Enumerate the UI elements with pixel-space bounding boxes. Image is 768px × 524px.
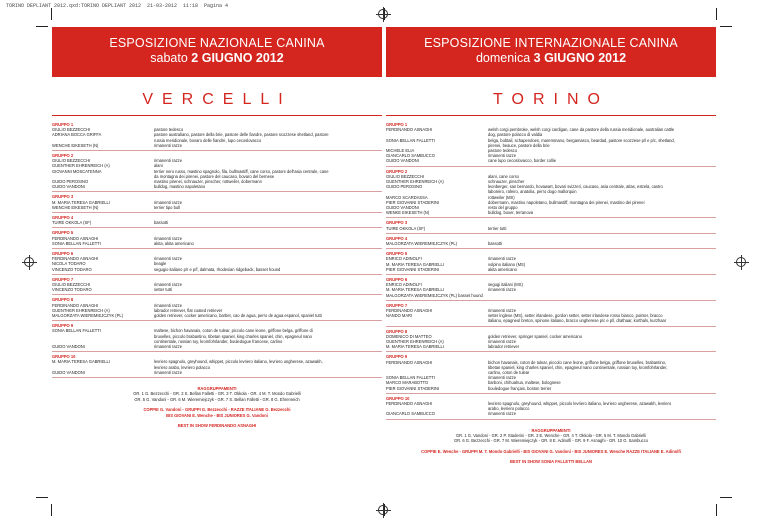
group-title: GRUPPO 5 — [52, 230, 74, 236]
breed-list: continentale, russian toy, kromfohrlander, bouledogue francese, carlino — [154, 338, 283, 344]
crop-mark — [716, 504, 717, 516]
breed-column — [152, 297, 382, 318]
breed-list: russia meridionale, bovaro delle fiandre, lupo cecoslovacco — [154, 137, 262, 143]
judge-group — [52, 295, 382, 321]
breed-list: rimanenti razze — [488, 287, 516, 293]
left-city-rule — [52, 115, 382, 116]
group-title: GRUPPO 10 — [386, 395, 410, 401]
judge-name: GUENTHER EHRENREICH (A) — [52, 307, 110, 313]
judge-column — [52, 354, 152, 375]
breed-list: labrador retriever, flat coated retriever — [154, 307, 223, 313]
breed-column — [486, 169, 716, 216]
right-page-torino — [386, 27, 716, 497]
left-groups — [52, 120, 382, 378]
judge-name: SONIA BELLAN FALLETTI — [52, 240, 101, 246]
breed-list: setter inglese (MS), setter irlandese, gordon setter, setter irlandese rosso bianco, pointer, bracco — [488, 313, 663, 319]
right-banner — [386, 27, 716, 77]
judge-column — [386, 220, 486, 230]
breed-list: setter tutti — [154, 287, 172, 293]
group-title: GRUPPO 4 — [52, 215, 74, 221]
left-summary-line2: GR. 5 G. Vandoni - GR. 6 M. Wieremiejczyk - GR. 7 S. Bellan Falletti - GR. 8 G. Ehrenreich — [134, 396, 300, 402]
judge-column — [386, 122, 486, 164]
left-summary-title: RAGGRUPPAMENTI — [197, 386, 237, 392]
breed-list: rimanenti razze — [488, 308, 516, 314]
judge-name: MARCO SCARDASSA — [386, 194, 428, 200]
breed-list: segugio italiano p/r e p/f, dalmata, rhodesian ridgeback, basset hound — [154, 266, 281, 272]
breed-list: volpino italiano (MS) — [488, 261, 526, 267]
breed-list: terrier nero russo, mastino spagnolo, fila, bullmastiff, cane corso, pastore dell'asia centrale, cane — [154, 168, 329, 174]
breed-column — [152, 251, 382, 272]
judge-name: MICHELE ELIA — [386, 147, 415, 153]
breed-list: rimanenti razze — [154, 142, 182, 148]
judge-name: M. MARIA TERESA GABRIELLI — [386, 344, 444, 350]
left-banner-date — [52, 51, 382, 65]
judge-group — [52, 120, 382, 151]
judge-column — [52, 297, 152, 318]
breed-column — [152, 323, 382, 349]
breed-list: bulldog, mastino napoletano — [154, 184, 206, 190]
judge-name: GUENTHER EHRENREICH (A) — [386, 339, 444, 345]
crop-mark — [720, 26, 732, 27]
group-title: GRUPPO 6 — [386, 277, 408, 283]
breed-list: alani — [154, 163, 163, 169]
breed-column — [486, 329, 716, 350]
group-title: GRUPPO 1 — [386, 122, 408, 127]
judge-name: GIANCARLO SAMBUCCO — [386, 153, 435, 159]
breed-column — [486, 277, 716, 298]
breed-list: rimanenti razze — [154, 256, 182, 262]
judge-column — [386, 354, 486, 390]
judge-name: FERDINANDO ASNAGHI — [52, 256, 99, 262]
judge-name: PIER GIOVANNI STADERINI — [386, 266, 440, 272]
judge-name: GUENTHER EHRENREICH (A) — [386, 179, 444, 185]
judge-group — [52, 213, 382, 228]
registration-mark-icon — [378, 505, 388, 515]
breed-list: bassotti — [154, 220, 169, 226]
judge-name: M. MARIA TERESA GABRIELLI — [52, 359, 110, 365]
group-title: GRUPPO 7 — [386, 302, 408, 308]
right-banner-day: domenica — [475, 51, 531, 65]
judge-name: MALGORZATA WIEREMIEJCZYK (PL) basset hound — [386, 292, 483, 298]
group-title: GRUPPO 3 — [386, 220, 408, 226]
breed-list: terrier tutti — [488, 225, 507, 231]
judge-group — [386, 234, 716, 249]
judge-name: ADRIANA BOCCA GRIFFA — [52, 132, 102, 138]
judge-name: FERDINANDO ASNAGHI — [386, 127, 433, 133]
left-summary-line3: COPPIE G. Vandoni - GRUPPI G. Bezzecchi - RAZZE ITALIANE G. Bezzecchi — [143, 407, 291, 413]
judge-group — [52, 228, 382, 249]
breed-column — [486, 354, 716, 390]
group-title: GRUPPO 9 — [52, 323, 74, 329]
group-title: GRUPPO 4 — [386, 235, 408, 241]
judge-name: GIULIO BEZZECCHI — [52, 127, 91, 133]
breed-list: labrador retriever — [488, 344, 520, 350]
judge-name: GIANCARLO SAMBUCCO — [386, 411, 435, 417]
breed-column — [152, 277, 382, 293]
breed-list: welsh corgi pembroke, welsh corgi cardigan, cane da pastore della russia meridionale, australian cattle — [488, 127, 675, 133]
breed-list: leonberger, san bernardo, hovawart, bovari svizzeri, caucaso, asia centrale, atlas, estrela, castro — [488, 184, 663, 190]
judge-column — [52, 277, 152, 293]
group-title: GRUPPO 5 — [386, 251, 408, 257]
judge-column — [386, 251, 486, 272]
judge-column — [52, 122, 152, 148]
judge-name: NANDO MARI — [386, 313, 413, 319]
judge-group — [52, 151, 382, 192]
right-city-title: TORINO — [493, 91, 609, 108]
judge-name — [386, 318, 486, 323]
breed-list: akita americano — [488, 266, 517, 272]
judge-column — [52, 194, 152, 210]
judge-column — [386, 169, 486, 216]
judge-name: MALGORZATA WIEREMIEJCZYK (PL) — [52, 313, 124, 319]
left-page-vercelli — [52, 27, 382, 497]
crop-mark — [716, 8, 717, 20]
breed-column — [152, 194, 382, 210]
judge-name: NICOLA TODARO — [52, 261, 86, 267]
breed-list: cane lupo cecoslovacco, border collie — [488, 158, 557, 164]
breed-list: bulldog, boxer, terranova — [488, 210, 534, 216]
registration-mark-icon — [378, 9, 388, 19]
judge-name: SONIA BELLAN FALLETTI — [386, 375, 435, 381]
breed-column — [486, 236, 716, 246]
group-title: GRUPPO 9 — [386, 354, 408, 360]
judge-group — [386, 394, 716, 420]
judge-name: VINCENZO TODARO — [52, 266, 92, 272]
left-summary-line1: GR. 1 G. Bezzecchi - GR. 2 S. Bellan Falletti - GR. 3 T. Okkola - GR. 4 M. T. Mondo Gabrielli — [133, 391, 301, 397]
judge-group — [52, 249, 382, 275]
right-banner-title: ESPOSIZIONE INTERNAZIONALE CANINA — [424, 36, 678, 50]
breed-list: beagle — [154, 261, 167, 267]
breed-list: barboni, chihuahua, maltese, bolognese — [488, 380, 561, 386]
judge-name: DOMENICO DI MATTEO — [386, 333, 432, 339]
judge-name: WENKE EIKESETH (N) — [386, 210, 430, 216]
judge-name: TUIRE OKKOLA (SF) — [52, 220, 92, 226]
judge-name: GIOVANNI MOSCATENNA — [52, 168, 102, 174]
right-city-rule — [386, 115, 716, 116]
breed-list: rimanenti razze — [488, 256, 516, 262]
judge-name: FERDINANDO ASNAGHI — [386, 308, 433, 314]
breed-list: rimanenti razze — [488, 153, 516, 159]
judge-name: ENRICO ADINOLFI — [386, 256, 422, 262]
judge-name: FERDINANDO ASNAGHI — [386, 401, 433, 407]
judge-name: GUIDO VANDONI — [52, 344, 85, 350]
group-title: GRUPPO 7 — [52, 276, 74, 282]
right-summary-title: RAGGRUPPAMENTI — [531, 427, 571, 433]
breed-list: carlino, coton de tulear — [488, 370, 530, 376]
left-summary-line4: BIS GIOVANI E. Wenche - BIS JUNIORES G. Vandoni — [166, 412, 268, 418]
breed-list: resto del gruppo — [488, 205, 518, 211]
group-title: GRUPPO 8 — [386, 328, 408, 334]
crop-mark — [36, 26, 48, 27]
right-banner-date — [386, 51, 716, 65]
judge-name: SONIA BELLAN FALLETTI — [52, 328, 101, 334]
judge-name: WENCHE EIKESETH (N) — [52, 204, 99, 210]
judge-column — [52, 251, 152, 272]
breed-list: pastore tedesco — [488, 148, 518, 153]
breed-list: rimanenti razze — [488, 375, 516, 381]
judge-name: GIULIO BEZZECCHI — [386, 173, 425, 179]
breed-column — [486, 122, 716, 164]
judge-name: M. MARIA TERESA GABRIELLI — [386, 287, 444, 293]
breed-list: bouledogue français, boston terrier — [488, 385, 552, 391]
breed-column — [486, 396, 716, 417]
judge-name: GIULIO BEZZECCHI — [52, 282, 91, 288]
judge-column — [386, 277, 486, 298]
judge-name: MARCO MARABOTTO — [386, 380, 429, 386]
breed-list: laboreiro, rafeiro, anatolia, perro dogo mallorquin — [488, 189, 577, 195]
breed-list: bruxelles, piccolo brabantino, tibetan spaniel, king charles spaniel, chin, epagneul nano — [154, 333, 312, 339]
breed-list: alani, cane corso — [488, 173, 519, 179]
judge-group — [386, 327, 716, 353]
registration-mark-icon — [24, 257, 34, 267]
right-summary-line3: COPPIE E. Wenche - GRUPPI M. T. Mondo Gabrielli - BIS GIOVANI G. Vandoni - BIS JUNIORES E. Wenche RAZZE ITALIANE E. Adinolfi — [421, 448, 681, 454]
breed-list: schnauzer, pinscher — [488, 179, 525, 184]
judge-group — [386, 301, 716, 327]
judge-name: GUIDO VANDONI — [52, 184, 85, 190]
breed-list: golden retriever, cocker americano, barbet, cao de agua, perro de agua espanol, spaniel tutti — [154, 313, 322, 319]
judge-name: GUIDO VANDONI — [52, 369, 85, 375]
breed-list: rimanenti razze — [154, 282, 182, 288]
breed-list — [488, 293, 716, 298]
breed-list: tibetan spaniel, king charles spaniel, chin, epagneul nano continentale, russian toy, kromfohrlander, — [488, 364, 668, 370]
group-title: GRUPPO 6 — [52, 251, 74, 257]
breed-list: levriero spagnolo, greyhound, whippet, piccolo levriero italiano, levriero ungherese, azawakh, — [154, 359, 323, 365]
breed-list: rimanenti razze — [488, 411, 516, 417]
judge-name: VINCENZO TODARO — [52, 287, 92, 293]
judge-name: PIER GIOVANNI STADERINI — [386, 199, 440, 205]
judge-group — [386, 275, 716, 301]
breed-list: rimanenti razze — [488, 339, 516, 345]
judge-name: GIULIO BEZZECCHI — [52, 158, 91, 164]
judge-name: MALGORZATA WIEREMIEJCZYK (PL) — [386, 241, 458, 247]
breed-column — [152, 153, 382, 189]
judge-name: GUIDO PEROSINO — [52, 179, 89, 184]
judge-column — [386, 329, 486, 350]
breed-column — [486, 303, 716, 324]
breed-list: bassotti — [488, 241, 503, 247]
judge-column — [386, 236, 486, 246]
group-title: GRUPPO 3 — [52, 194, 74, 200]
judge-name: ENRICO ADINOLFI — [386, 282, 422, 288]
breed-list: dog, pastore polacco di valdia — [488, 132, 543, 138]
breed-list: da montagna dei pirenei, pastore del caucaso, bovaro del bernese — [154, 173, 275, 179]
judge-name: WENCHE EIKESETH (N) — [52, 142, 99, 148]
crop-mark — [36, 497, 48, 498]
breed-list: rimanenti razze — [154, 369, 182, 375]
breed-column — [152, 215, 382, 225]
judge-group — [386, 167, 716, 219]
breed-list: arabo, levriero polacco — [488, 406, 530, 412]
left-banner — [52, 27, 382, 77]
judge-column — [52, 230, 152, 246]
breed-list: mastino pirenei, schnauzer, pinscher, rottweiler, dobermann — [154, 179, 262, 184]
judge-name: TUIRE OKKOLA (SF) — [386, 225, 426, 231]
breed-list: segugi italiani (MS) — [488, 282, 523, 288]
group-title: GRUPPO 8 — [52, 297, 74, 303]
judge-group — [386, 352, 716, 393]
group-title: GRUPPO 2 — [52, 153, 74, 158]
breed-column — [486, 251, 716, 272]
judge-name: M. MARIA TERESA GABRIELLI — [386, 261, 444, 267]
judge-name: SONIA BELLAN FALLETTI — [386, 137, 435, 143]
left-city-title: VERCELLI — [142, 91, 292, 108]
breed-list: akita, akita americano — [154, 240, 194, 246]
right-summary-line1: GR. 1 G. Vandoni - GR. 2 P. Staderini - GR. 3 E. Wenche - GR. 4 T. Okkola - GR. 5 M. T. Mondo Gabrielli — [455, 433, 647, 439]
judge-column — [52, 215, 152, 225]
judge-name: M. MARIA TERESA GABRIELLI — [52, 199, 110, 205]
crop-mark — [51, 8, 52, 20]
right-summary-line2: GR. 6 G. Bezzecchi - GR. 7 M. Wieremiejczyk - GR. 8 E. Adinolfi - GR. 9 F. Asnaghi - GR. 10 G. Sambucco — [453, 438, 649, 444]
crop-mark — [720, 497, 732, 498]
breed-list: golden retriever, springer spaniel, cocker americano — [488, 333, 582, 339]
judge-name: GUENTHER EHRENREICH (A) — [52, 163, 110, 169]
judge-group — [386, 120, 716, 167]
breed-list: belga, bobtail, schapendoes, maremmano, bergamasco, beardad, pastore scozzese p/l e p/c, shetland, — [488, 137, 675, 143]
judge-group — [52, 352, 382, 378]
left-best-in-show: BEST IN SHOW FERDINANDO ASNAGHI — [177, 423, 257, 429]
breed-list: pastore australiano, pastore della brie, pastore delle fiandre, pastore scozzese shetland, pastore — [154, 132, 329, 138]
group-title: GRUPPO 10 — [52, 354, 76, 360]
breed-list: italiano, epagneul breton, spinone italiano, bracco ungherese p/c e p/l, drathaar, korthals, kurzhaar — [488, 318, 667, 324]
judge-group — [386, 218, 716, 233]
judge-name: FERDINANDO ASNAGHI — [386, 359, 433, 365]
left-summary — [52, 386, 382, 428]
breed-column — [152, 230, 382, 246]
registration-mark-icon — [736, 257, 746, 267]
left-banner-day: sabato — [150, 51, 188, 65]
breed-list: dobermann, mastino napoletano, bullmastiff, montagna dei pirenei, mastino dei pirenei — [488, 199, 645, 205]
breed-list: pirenei, beauce, pastore della brie — [488, 142, 550, 148]
judge-name: FERDINANDO ASNAGHI — [52, 302, 99, 308]
right-banner-date-value: 3 GIUGNO 2012 — [533, 51, 627, 65]
judge-name: GUIDO VANDONI — [386, 205, 419, 211]
judge-group — [52, 321, 382, 352]
judge-column — [52, 323, 152, 349]
breed-list: rimanenti razze — [154, 235, 182, 241]
breed-list: rimanenti razze — [154, 199, 182, 205]
crop-mark — [51, 504, 52, 516]
judge-group — [52, 192, 382, 213]
right-best-in-show: BEST IN SHOW SONIA FALLETTI BELLAN — [510, 459, 592, 465]
breed-list: rimanenti razze — [154, 302, 182, 308]
breed-list: bichon havanais, coton de tulear, piccolo cane leone, griffone belga, griffone bruxelles, brabantino, — [488, 359, 667, 365]
breed-list: pastore tedesco — [154, 127, 184, 133]
judge-column — [52, 153, 152, 189]
judge-name: PIER GIOVANNI STADERINI — [386, 385, 440, 391]
breed-column — [486, 220, 716, 230]
judge-name: GUIDO PEROSINO — [386, 184, 423, 190]
breed-list: terrier tipo bull — [154, 204, 180, 210]
group-title: GRUPPO 2 — [386, 168, 408, 174]
group-title: GRUPPO 1 — [52, 122, 74, 127]
left-banner-title: ESPOSIZIONE NAZIONALE CANINA — [109, 36, 325, 50]
judge-column — [386, 303, 486, 324]
breed-list: rottweiler (MS) — [488, 194, 515, 200]
print-header: TORINO DEPLIANT 2012.qxd:TORINO DEPLIANT 2012 21-03-2012 11:18 Pagina 4 — [6, 3, 229, 9]
right-summary — [386, 428, 716, 465]
breed-column — [152, 354, 382, 375]
breed-list: levriero spagnolo, greyhound, whippet, piccolo levriero italiano, levriero ungherese, azawakh, levriero — [488, 401, 672, 407]
right-groups — [386, 120, 716, 420]
judge-name: FERDINANDO ASNAGHI — [52, 235, 99, 241]
judge-group — [52, 275, 382, 296]
judge-group — [386, 249, 716, 275]
judge-column — [386, 396, 486, 417]
breed-column — [152, 122, 382, 148]
breed-list: rimanenti razze — [154, 158, 182, 164]
judge-name: GUIDO VANDONI — [386, 158, 419, 164]
breed-list: levriero arabo, levriero polacco — [154, 364, 210, 370]
left-banner-date-value: 2 GIUGNO 2012 — [191, 51, 284, 65]
breed-list: rimanenti razze — [154, 344, 182, 350]
breed-list: maltese, bichon havanais, coton de tulear, piccolo cane leone, griffone belga, griffone di — [154, 328, 313, 334]
